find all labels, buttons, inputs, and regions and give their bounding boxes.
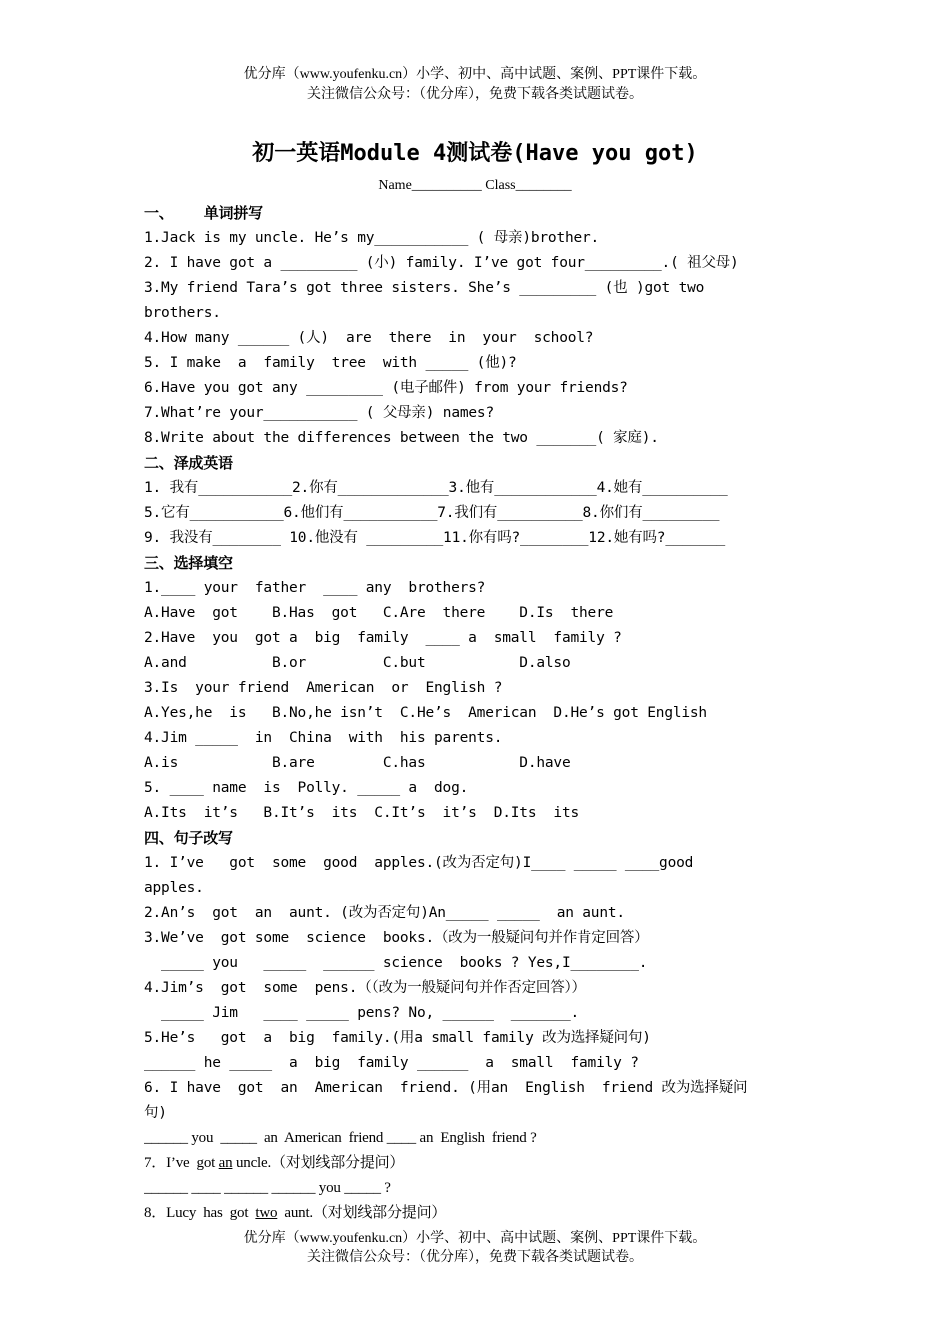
answer-line: ______ he _____ a big family ______ a small family ? <box>144 1055 639 1071</box>
q8-underlined-word: two <box>255 1205 278 1221</box>
footer-line-1: 优分库（www.youfenku.cn）小学、初中、高中试题、案例、PPT课件下载。 <box>243 1231 707 1246</box>
q7-pre: 7．I’ve got <box>144 1155 219 1171</box>
question-line: 6. I have got an American friend. (用an English friend 改为选择疑问 <box>144 1080 748 1096</box>
option-line: A.and B.or C.but D.also <box>144 655 571 671</box>
question-line: 8.Write about the differences between the two _______( 家庭). <box>144 430 659 446</box>
q8-pre: 8．Lucy has got <box>144 1205 256 1221</box>
question-line: 7.What’re your___________ ( 父母亲) names? <box>144 405 494 421</box>
question-line: 2. I have got a _________ (小) family. I’ve got four_________.( 祖父母) <box>144 255 739 271</box>
question-line: 4.How many ______ (人) are there in your school? <box>144 330 594 346</box>
section-heading: 二、泽成英语 <box>144 454 233 472</box>
header-line-1: 优分库（www.youfenku.cn）小学、初中、高中试题、案例、PPT课件下载。 <box>243 67 707 82</box>
question-line: 1.Jack is my uncle. He’s my___________ ( 母亲)brother. <box>144 230 600 246</box>
question-line: 句) <box>144 1105 167 1121</box>
question-line: 4.Jim’s got some pens.（（改为一般疑问句并作否定回答）） <box>144 980 586 996</box>
page-title: 初一英语Module 4测试卷(Have you got) <box>252 141 698 166</box>
q8-post: aunt.（对划线部分提问） <box>277 1205 447 1221</box>
footer-line-2: 关注微信公众号：（优分库），免费下载各类试题试卷。 <box>307 1250 643 1265</box>
section-heading: 四、句子改写 <box>144 829 233 847</box>
option-line: A.Yes,he is B.No,he isn’t C.He’s American D.He’s got English <box>144 705 707 721</box>
question-line-q8 <box>144 1201 814 1226</box>
option-line: A.is B.are C.has D.have <box>144 755 571 771</box>
question-line: 1.____ your father ____ any brothers? <box>144 580 486 596</box>
question-line: 5. ____ name is Polly. _____ a dog. <box>144 780 469 796</box>
question-line: 4.Jim _____ in China with his parents. <box>144 730 503 746</box>
question-line: 1. I’ve got some good apples.(改为否定句)I____ _____ ____good <box>144 855 694 871</box>
section-heading: 一、 单词拼写 <box>144 204 263 222</box>
question-line: brothers. <box>144 305 221 321</box>
question-line: 3.Is your friend American or English ? <box>144 680 503 696</box>
question-line: 3.We’ve got some science books.（改为一般疑问句并作肯定回答） <box>144 930 649 946</box>
worksheet-body <box>144 201 814 1226</box>
question-line: 5.He’s got a big family.(用a small family 改为选择疑问句) <box>144 1030 651 1046</box>
q7-post: uncle.（对划线部分提问） <box>232 1155 405 1171</box>
answer-line: ______ ____ ______ ______ you _____ ? <box>144 1180 391 1196</box>
answer-line: _____ Jim ____ _____ pens? No, ______ _______. <box>144 1005 580 1021</box>
question-line: 5.它有___________6.他们有___________7.我们有__________8.你们有_________ <box>144 505 720 521</box>
option-line: A.Its it’s B.It’s its C.It’s it’s D.Its its <box>144 805 580 821</box>
question-line: 5. I make a family tree with _____ (他)? <box>144 355 517 371</box>
q7-underlined-word: an <box>218 1155 233 1171</box>
name-class-line: Name__________ Class________ <box>378 178 572 193</box>
question-line: 2.An’s got an aunt. (改为否定句)An_____ _____ an aunt. <box>144 905 625 921</box>
question-line: 2.Have you got a big family ____ a small family ? <box>144 630 622 646</box>
question-line: 6.Have you got any _________ (电子邮件) from your friends? <box>144 380 628 396</box>
question-line: 9. 我没有________ 10.他没有 _________11.你有吗?________12.她有吗?_______ <box>144 530 726 546</box>
question-line: 1. 我有___________2.你有_____________3.他有____________4.她有__________ <box>144 480 728 496</box>
header-line-2: 关注微信公众号：（优分库），免费下载各类试题试卷。 <box>307 87 643 102</box>
question-line: 3.My friend Tara’s got three sisters. She’s _________ (也 )got two <box>144 280 705 296</box>
answer-line: ______ you _____ an American friend ____ an English friend ? <box>144 1130 537 1146</box>
option-line: A.Have got B.Has got C.Are there D.Is there <box>144 605 614 621</box>
section-heading: 三、选择填空 <box>144 554 233 572</box>
answer-line: _____ you _____ ______ science books ? Yes,I________. <box>144 955 648 971</box>
question-line: apples. <box>144 880 204 896</box>
question-line-q7 <box>144 1151 814 1176</box>
